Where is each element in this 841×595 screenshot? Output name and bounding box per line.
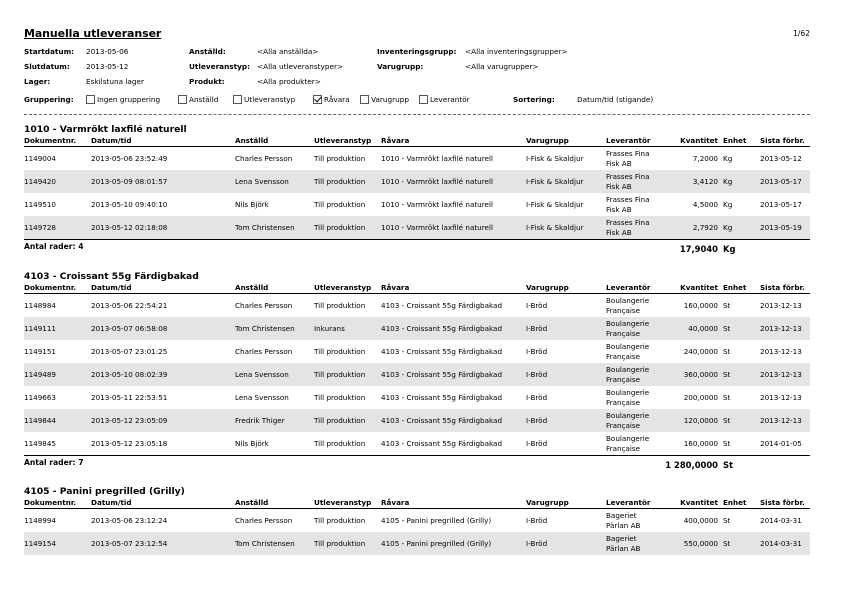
cell-doc: 1149420 [24,177,57,186]
column-header-group: Varugrupp [526,283,569,292]
cell-supplier [606,511,640,530]
grouping-option-label: Varugrupp [371,95,410,104]
supplier-line-1: Frasses Fina [606,172,650,181]
cell-doc: 1149489 [24,370,57,379]
supplier-line-1: Boulangerie [606,388,650,397]
varugrupp-label: Varugrupp: [377,62,424,71]
cell-datetime: 2013-05-07 06:58:08 [91,324,168,333]
sort-label: Sortering: [513,95,555,104]
cell-group: I-Bröd [526,439,548,448]
group-footer [24,239,810,255]
cell-last: 2013-05-19 [760,223,802,232]
cell-doc: 1148994 [24,516,57,525]
cell-qty: 400,0000 [683,516,718,525]
column-header-item: Råvara [381,283,410,292]
cell-doc: 1149004 [24,154,57,163]
sort-value: Datum/tid (stigande) [577,95,654,104]
cell-last: 2013-12-13 [760,347,802,356]
cell-employee: Fredrik Thiger [235,416,285,425]
column-header-type: Utleveranstyp [314,498,372,507]
supplier-line-1: Bageriet [606,511,637,520]
grouping-option-label: Råvara [324,95,350,104]
cell-supplier [606,319,649,338]
cell-employee: Charles Persson [235,154,293,163]
supplier-line-1: Boulangerie [606,365,650,374]
inventeringsgrupp-value: <Alla inventeringsgrupper> [465,47,568,56]
cell-qty: 200,0000 [683,393,718,402]
cell-item: 4105 - Panini pregrilled (Grilly) [381,516,492,525]
row-count-label: Antal rader: [24,242,76,251]
supplier-line-2: Pärlan AB [606,520,641,530]
cell-doc: 1149663 [24,393,57,402]
cell-group: I-Bröd [526,516,548,525]
supplier-line-2: Fisk AB [606,227,632,237]
report-title: Manuella utleveranser [24,27,162,40]
column-header-last: Sista förbr. [760,283,805,292]
column-header-employee: Anställd [235,498,269,507]
cell-item: 4103 - Croissant 55g Färdigbakad [381,301,503,310]
supplier-line-1: Boulangerie [606,319,650,328]
supplier-line-1: Frasses Fina [606,218,650,227]
slutdatum-value: 2013-05-12 [86,62,129,71]
cell-last: 2013-12-13 [760,416,802,425]
cell-group: I-Bröd [526,324,548,333]
column-header-qty: Kvantitet [680,498,718,507]
table-row [24,147,810,170]
cell-type: Till produktion [314,370,366,379]
utleveranstyp-value: <Alla utleveranstyper> [257,62,344,71]
cell-employee: Nils Björk [235,439,269,448]
group-title: 4105 - Panini pregrilled (Grilly) [24,486,185,497]
startdatum-value: 2013-05-06 [86,47,129,56]
cell-qty: 120,0000 [683,416,718,425]
cell-group: I-Bröd [526,301,548,310]
cell-last: 2013-12-13 [760,301,802,310]
cell-qty: 160,0000 [683,439,718,448]
column-header-doc: Dokumentnr. [24,498,77,507]
cell-item: 4103 - Croissant 55g Färdigbakad [381,347,503,356]
column-header-last: Sista förbr. [760,136,805,145]
cell-datetime: 2013-05-10 09:40:10 [91,200,168,209]
checkbox-icon[interactable] [178,95,187,104]
cell-last: 2013-12-13 [760,324,802,333]
cell-employee: Charles Persson [235,301,293,310]
grouping-option[interactable] [419,95,470,104]
supplier-line-2: Fisk AB [606,204,632,214]
column-header-unit: Enhet [723,498,747,507]
cell-employee: Tom Christensen [235,324,295,333]
cell-qty: 550,0000 [683,539,718,548]
grouping-option[interactable] [86,95,160,104]
checkbox-icon[interactable] [233,95,242,104]
column-header-type: Utleveranstyp [314,136,372,145]
cell-group: I-Bröd [526,393,548,402]
cell-supplier [606,149,649,168]
checkbox-icon[interactable] [419,95,428,104]
table-row [24,340,810,363]
grouping-option-label: Leverantör [430,95,470,104]
supplier-line-2: Française [606,443,641,453]
anstalld-label: Anställd: [189,47,226,56]
cell-unit: St [723,539,731,548]
cell-qty: 40,0000 [688,324,718,333]
cell-qty: 2,7920 [692,223,718,232]
supplier-line-1: Bageriet [606,534,637,543]
cell-unit: St [723,416,731,425]
table-row [24,532,810,555]
column-header-employee: Anställd [235,136,269,145]
group-section [24,271,810,471]
supplier-line-2: Française [606,397,641,407]
row-count-label: Antal rader: [24,458,76,467]
group-footer [24,455,810,471]
row-count-value: 7 [78,458,84,467]
cell-item: 4103 - Croissant 55g Färdigbakad [381,439,503,448]
table-row [24,409,810,432]
cell-datetime: 2013-05-09 08:01:57 [91,177,168,186]
column-header-type: Utleveranstyp [314,283,372,292]
supplier-line-2: Française [606,305,641,315]
cell-group: I-Bröd [526,347,548,356]
column-header-employee: Anställd [235,283,269,292]
cell-employee: Lena Svensson [235,177,289,186]
cell-item: 4103 - Croissant 55g Färdigbakad [381,393,503,402]
supplier-line-2: Française [606,328,641,338]
table-row [24,193,810,216]
cell-unit: St [723,439,731,448]
table-row [24,317,810,340]
supplier-line-2: Pärlan AB [606,543,641,553]
cell-unit: St [723,370,731,379]
table-row [24,294,810,317]
total-quantity: 17,9040 [679,244,718,254]
cell-item: 1010 - Varmrökt laxfilé naturell [381,223,493,232]
cell-item: 4103 - Croissant 55g Färdigbakad [381,324,503,333]
cell-supplier [606,342,649,361]
cell-qty: 3,4120 [692,177,718,186]
group-title: 1010 - Varmrökt laxfilé naturell [24,124,187,135]
cell-doc: 1149728 [24,223,57,232]
cell-item: 1010 - Varmrökt laxfilé naturell [381,154,493,163]
row-count-value: 4 [78,242,84,251]
cell-supplier [606,411,649,430]
cell-qty: 240,0000 [683,347,718,356]
checkbox-icon[interactable] [86,95,95,104]
table-row [24,170,810,193]
cell-type: Till produktion [314,154,366,163]
cell-item: 1010 - Varmrökt laxfilé naturell [381,177,493,186]
column-header-item: Råvara [381,136,410,145]
supplier-line-1: Boulangerie [606,411,650,420]
cell-qty: 4,5000 [692,200,718,209]
supplier-line-1: Frasses Fina [606,195,650,204]
grouping-option[interactable] [233,95,295,104]
supplier-line-2: Française [606,351,641,361]
cell-type: Till produktion [314,223,366,232]
header-divider [24,114,810,115]
cell-last: 2013-05-17 [760,200,802,209]
cell-employee: Lena Svensson [235,370,289,379]
cell-employee: Lena Svensson [235,393,289,402]
checkbox-icon[interactable] [313,95,322,104]
cell-group: I-Bröd [526,416,548,425]
grouping-option-label: Ingen gruppering [97,95,161,104]
cell-unit: Kg [723,223,733,232]
cell-datetime: 2013-05-06 22:54:21 [91,301,168,310]
cell-supplier [606,388,649,407]
cell-supplier [606,534,640,553]
cell-employee: Tom Christensen [235,223,295,232]
cell-unit: St [723,516,731,525]
column-header-group: Varugrupp [526,498,569,507]
table-row [24,363,810,386]
column-header-group: Varugrupp [526,136,569,145]
cell-supplier [606,296,649,315]
cell-doc: 1149151 [24,347,57,356]
column-header-qty: Kvantitet [680,283,718,292]
cell-supplier [606,195,649,214]
grouping-option[interactable] [178,95,218,104]
cell-type: Till produktion [314,539,366,548]
cell-qty: 7,2000 [692,154,718,163]
cell-type: Till produktion [314,393,366,402]
cell-group: I-Fisk & Skaldjur [526,154,584,163]
cell-last: 2014-03-31 [760,539,802,548]
cell-group: I-Fisk & Skaldjur [526,200,584,209]
cell-doc: 1149845 [24,439,57,448]
cell-group: I-Bröd [526,370,548,379]
table-header [24,283,810,294]
cell-datetime: 2013-05-10 08:02:39 [91,370,168,379]
supplier-line-2: Fisk AB [606,158,632,168]
row-count [24,242,83,251]
cell-type: Till produktion [314,347,366,356]
total-unit: Kg [723,244,736,254]
cell-datetime: 2013-05-12 02:18:08 [91,223,168,232]
cell-item: 4103 - Croissant 55g Färdigbakad [381,416,503,425]
cell-type: Till produktion [314,439,366,448]
varugrupp-value: <Alla varugrupper> [465,62,539,71]
cell-datetime: 2013-05-12 23:05:18 [91,439,168,448]
row-count [24,458,83,467]
cell-unit: Kg [723,200,733,209]
anstalld-value: <Alla anställda> [257,47,319,56]
supplier-line-2: Fisk AB [606,181,632,191]
cell-doc: 1149844 [24,416,57,425]
grouping-option[interactable] [360,95,409,104]
slutdatum-label: Slutdatum: [24,62,70,71]
column-header-supplier: Leverantör [606,498,651,507]
cell-last: 2013-12-13 [760,370,802,379]
cell-last: 2014-03-31 [760,516,802,525]
group-section [24,124,810,255]
cell-datetime: 2013-05-11 22:53:51 [91,393,168,402]
cell-unit: St [723,393,731,402]
cell-type: Till produktion [314,516,366,525]
produkt-value: <Alla produkter> [257,77,321,86]
cell-group: I-Bröd [526,539,548,548]
supplier-line-1: Frasses Fina [606,149,650,158]
lager-label: Lager: [24,77,51,86]
page-number: 1/62 [793,29,810,38]
column-header-supplier: Leverantör [606,136,651,145]
cell-type: Till produktion [314,177,366,186]
cell-type: Till produktion [314,301,366,310]
cell-employee: Charles Persson [235,347,293,356]
supplier-line-1: Boulangerie [606,434,650,443]
column-header-doc: Dokumentnr. [24,136,77,145]
column-header-datetime: Datum/tid [91,283,132,292]
cell-group: I-Fisk & Skaldjur [526,177,584,186]
group-title: 4103 - Croissant 55g Färdigbakad [24,271,199,282]
column-header-unit: Enhet [723,283,747,292]
cell-unit: St [723,301,731,310]
cell-doc: 1149111 [24,324,57,333]
cell-unit: St [723,324,731,333]
cell-last: 2013-05-12 [760,154,802,163]
cell-doc: 1149154 [24,539,57,548]
column-header-last: Sista förbr. [760,498,805,507]
startdatum-label: Startdatum: [24,47,75,56]
supplier-line-2: Française [606,374,641,384]
cell-qty: 360,0000 [683,370,718,379]
cell-datetime: 2013-05-06 23:52:49 [91,154,168,163]
cell-doc: 1149510 [24,200,57,209]
cell-item: 4105 - Panini pregrilled (Grilly) [381,539,492,548]
cell-qty: 160,0000 [683,301,718,310]
cell-datetime: 2013-05-12 23:05:09 [91,416,168,425]
column-header-item: Råvara [381,498,410,507]
cell-group: I-Fisk & Skaldjur [526,223,584,232]
utleveranstyp-label: Utleveranstyp: [189,62,251,71]
table-row [24,216,810,239]
table-row [24,386,810,409]
cell-type: Till produktion [314,200,366,209]
table-header [24,498,810,509]
cell-employee: Tom Christensen [235,539,295,548]
cell-supplier [606,218,649,237]
supplier-line-1: Boulangerie [606,296,650,305]
table-header [24,136,810,147]
grouping-option[interactable] [313,95,350,104]
grouping-label: Gruppering: [24,95,74,104]
supplier-line-1: Boulangerie [606,342,650,351]
column-header-unit: Enhet [723,136,747,145]
total-quantity: 1 280,0000 [665,460,718,470]
table-row [24,432,810,455]
cell-last: 2013-12-13 [760,393,802,402]
cell-employee: Nils Björk [235,200,269,209]
cell-last: 2014-01-05 [760,439,802,448]
table-row [24,509,810,532]
column-header-qty: Kvantitet [680,136,718,145]
column-header-datetime: Datum/tid [91,136,132,145]
cell-supplier [606,434,649,453]
inventeringsgrupp-label: Inventeringsgrupp: [377,47,457,56]
column-header-doc: Dokumentnr. [24,283,77,292]
cell-datetime: 2013-05-06 23:12:24 [91,516,168,525]
cell-datetime: 2013-05-07 23:01:25 [91,347,168,356]
group-section [24,486,810,555]
cell-last: 2013-05-17 [760,177,802,186]
produkt-label: Produkt: [189,77,225,86]
cell-unit: Kg [723,154,733,163]
cell-item: 4103 - Croissant 55g Färdigbakad [381,370,503,379]
cell-supplier [606,365,649,384]
grouping-option-label: Anställd [189,95,219,104]
cell-unit: St [723,347,731,356]
lager-value: Eskilstuna lager [86,77,145,86]
cell-datetime: 2013-05-07 23:12:54 [91,539,168,548]
cell-unit: Kg [723,177,733,186]
total-unit: St [723,460,734,470]
supplier-line-2: Française [606,420,641,430]
column-header-supplier: Leverantör [606,283,651,292]
checkbox-icon[interactable] [360,95,369,104]
cell-item: 1010 - Varmrökt laxfilé naturell [381,200,493,209]
cell-type: Inkurans [314,324,345,333]
column-header-datetime: Datum/tid [91,498,132,507]
cell-supplier [606,172,649,191]
grouping-option-label: Utleveranstyp [244,95,296,104]
cell-employee: Charles Persson [235,516,293,525]
cell-doc: 1148984 [24,301,57,310]
cell-type: Till produktion [314,416,366,425]
